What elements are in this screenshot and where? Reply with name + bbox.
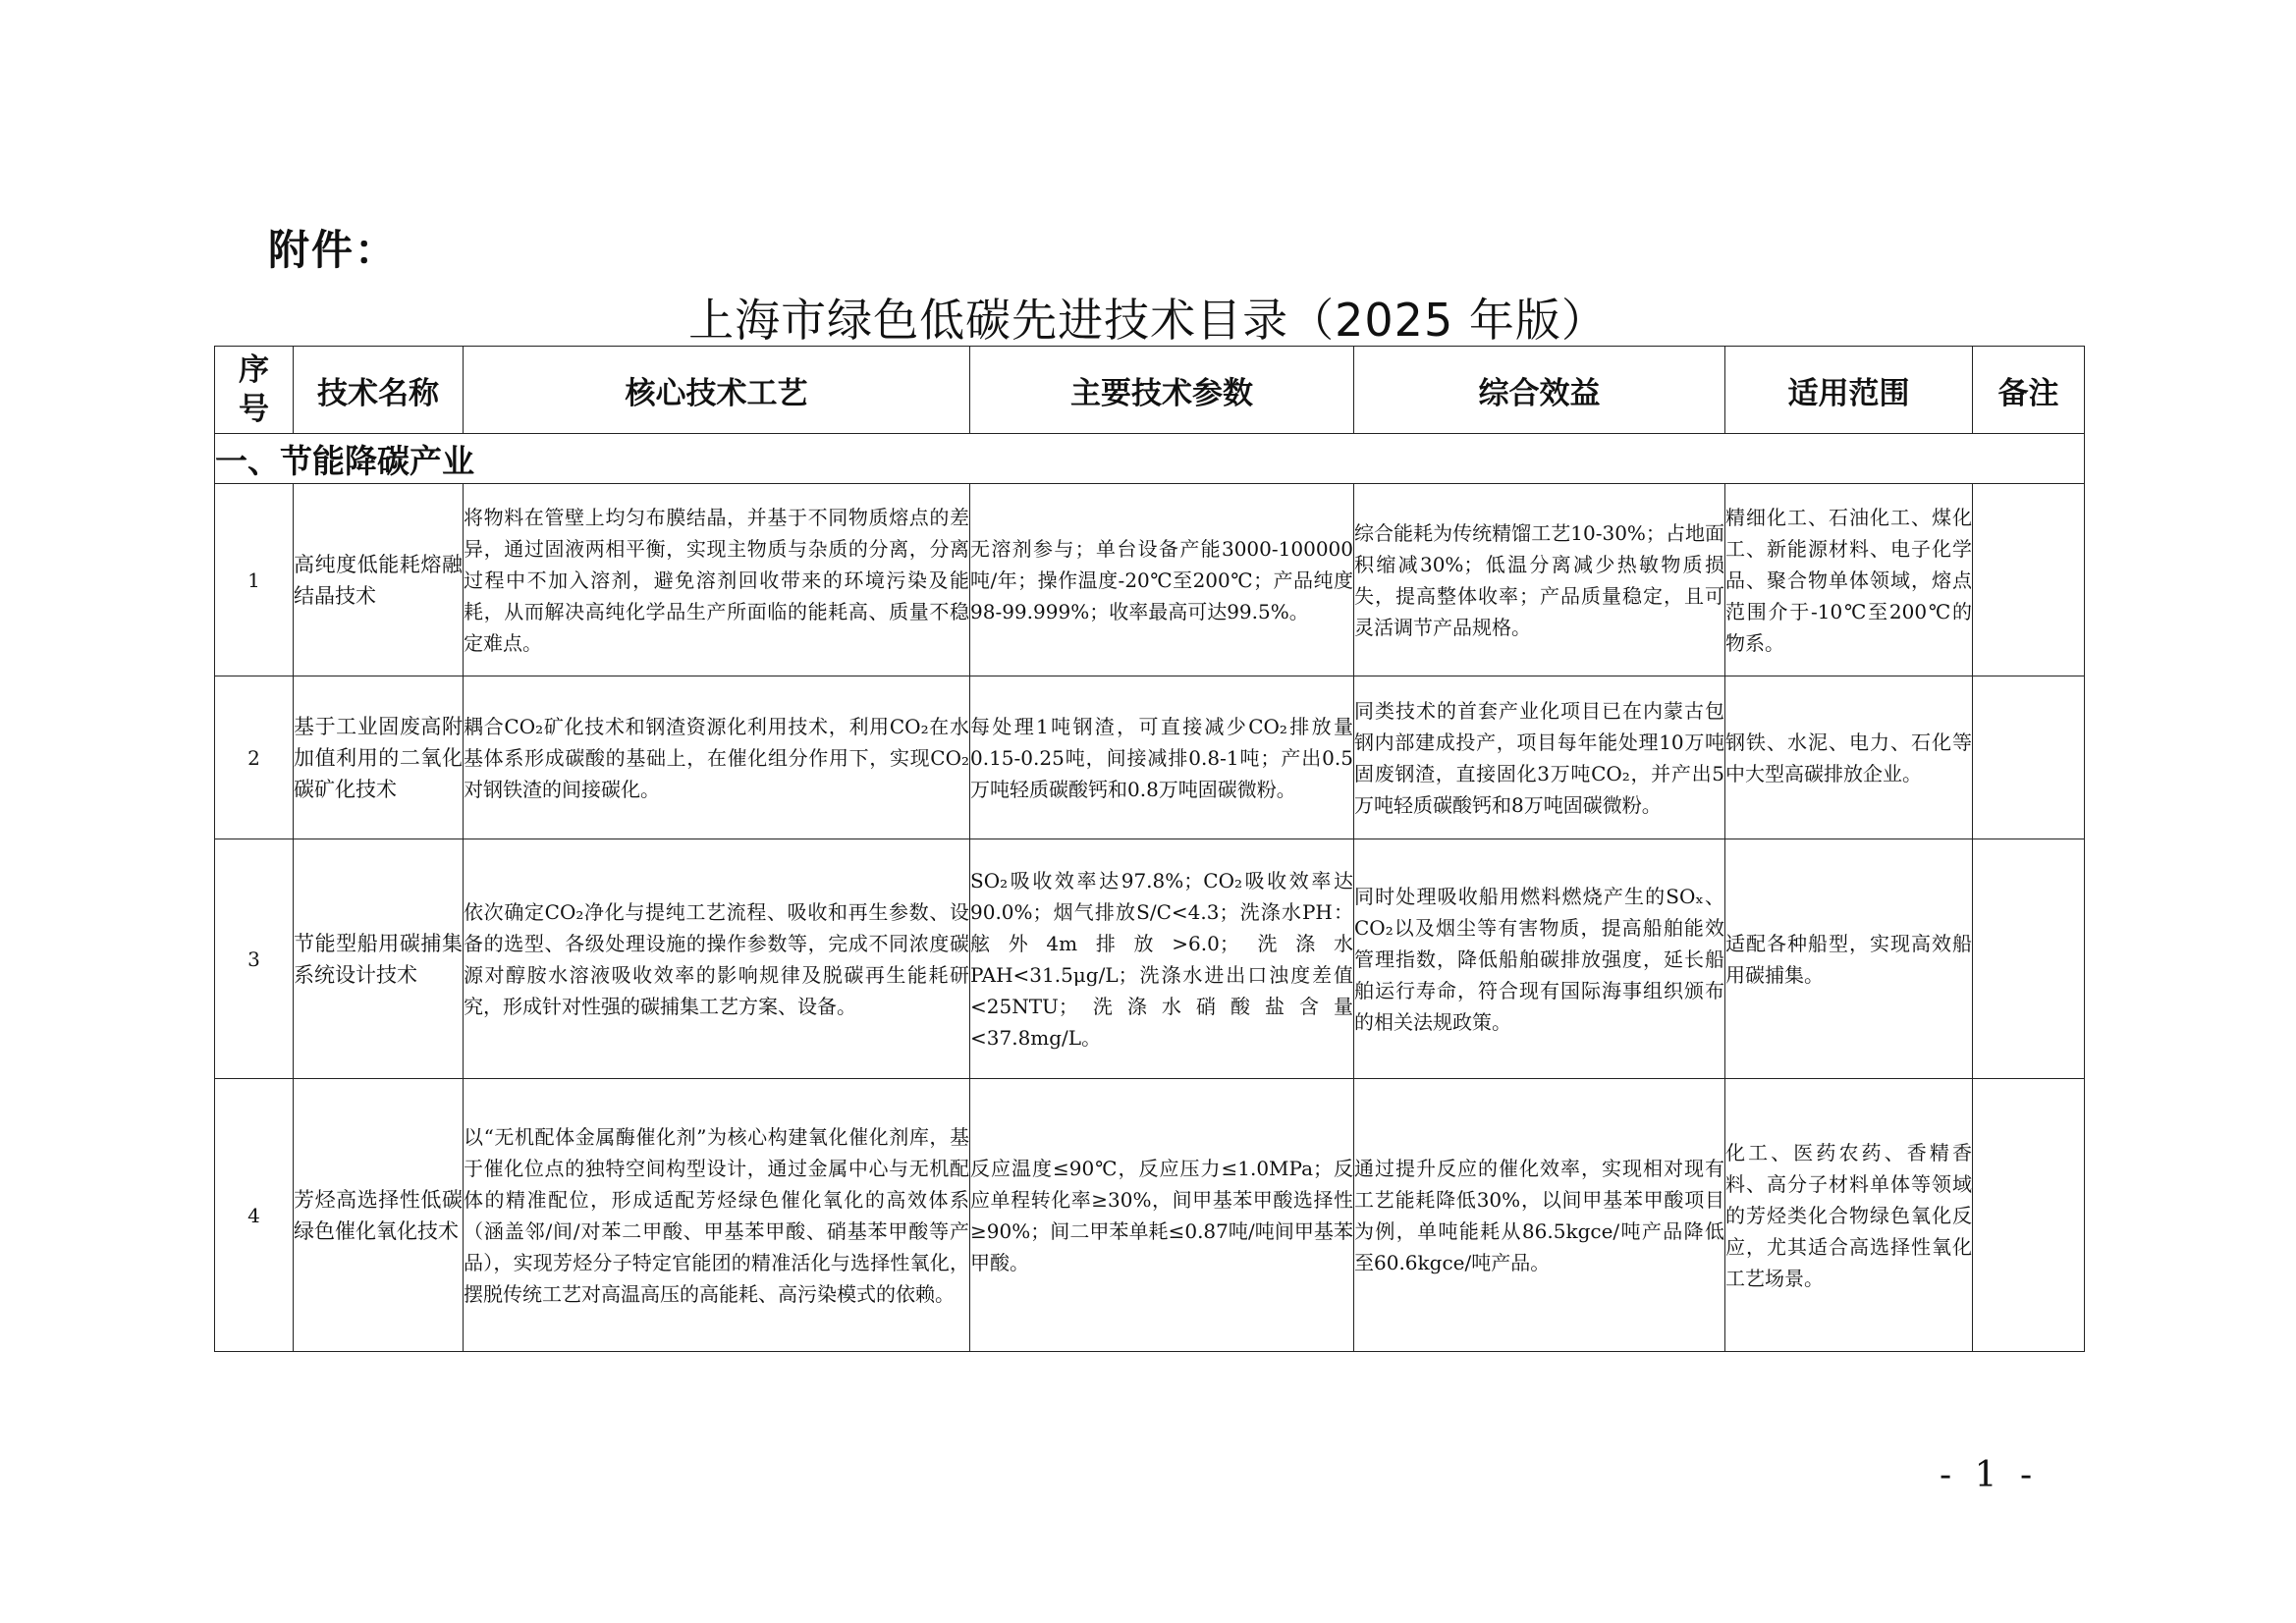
row-remarks [1973, 1079, 2085, 1352]
row-scope: 化工、医药农药、香精香料、高分子材料单体等领域的芳烃类化合物绿色氧化反应，尤其适合高选择性氧化工艺场景。 [1725, 1079, 1973, 1352]
header-remarks: 备注 [1973, 347, 2085, 434]
section-row [215, 434, 2085, 484]
technology-catalog-table [214, 346, 2085, 1352]
row-seq: 4 [215, 1079, 294, 1352]
row-scope: 适配各种船型，实现高效船用碳捕集。 [1725, 839, 1973, 1079]
table-row [215, 484, 2085, 676]
row-remarks [1973, 676, 2085, 839]
row-remarks [1973, 839, 2085, 1079]
row-main-params: 无溶剂参与；单台设备产能3000-100000吨/年；操作温度-20℃至200℃；产品纯度98-99.999%；收率最高可达99.5%。 [970, 484, 1354, 676]
row-scope: 钢铁、水泥、电力、石化等中大型高碳排放企业。 [1725, 676, 1973, 839]
row-core-process: 将物料在管壁上均匀布膜结晶，并基于不同物质熔点的差异，通过固液两相平衡，实现主物质与杂质的分离，分离过程中不加入溶剂，避免溶剂回收带来的环境污染及能耗，从而解决高纯化学品生产所面临的能耗高、质量不稳定难点。 [464, 484, 970, 676]
header-benefits: 综合效益 [1354, 347, 1725, 434]
row-benefits: 同时处理吸收船用燃料燃烧产生的SOₓ、CO₂以及烟尘等有害物质，提高船舶能效管理指数，降低船舶碳排放强度，延长船舶运行寿命，符合现有国际海事组织颁布的相关法规政策。 [1354, 839, 1725, 1079]
section-title: 一、节能降碳产业 [215, 434, 2085, 484]
row-core-process: 以“无机配体金属酶催化剂”为核心构建氧化催化剂库，基于催化位点的独特空间构型设计，通过金属中心与无机配体的精准配位，形成适配芳烃绿色催化氧化的高效体系（涵盖邻/间/对苯二甲酸、甲基苯甲酸、硝基苯甲酸等产品），实现芳烃分子特定官能团的精准活化与选择性氧化，摆脱传统工艺对高温高压的高能耗、高污染模式的依赖。 [464, 1079, 970, 1352]
row-core-process: 耦合CO₂矿化技术和钢渣资源化利用技术，利用CO₂在水基体系形成碳酸的基础上，在催化组分作用下，实现CO₂对钢铁渣的间接碳化。 [464, 676, 970, 839]
row-tech-name: 高纯度低能耗熔融结晶技术 [294, 484, 464, 676]
row-benefits: 综合能耗为传统精馏工艺10-30%；占地面积缩减30%；低温分离减少热敏物质损失，提高整体收率；产品质量稳定，且可灵活调节产品规格。 [1354, 484, 1725, 676]
attachment-label: 附件： [268, 226, 399, 274]
table-row [215, 839, 2085, 1079]
table-row [215, 1079, 2085, 1352]
header-tech-name: 技术名称 [294, 347, 464, 434]
row-seq: 3 [215, 839, 294, 1079]
document-title: 上海市绿色低碳先进技术目录（2025 年版） [688, 294, 1608, 347]
row-seq: 2 [215, 676, 294, 839]
row-main-params: SO₂吸收效率达97.8%；CO₂吸收效率达90.0%；烟气排放S/C<4.3；洗涤水PH：舷外4m排放>6.0；洗涤水PAH<31.5μg/L；洗涤水进出口浊度差值<25NTU；洗涤水硝酸盐含量<37.8mg/L。 [970, 839, 1354, 1079]
table-header-row [215, 347, 2085, 434]
row-tech-name: 节能型船用碳捕集系统设计技术 [294, 839, 464, 1079]
page-number: - 1 - [1940, 1455, 2039, 1495]
header-core-process: 核心技术工艺 [464, 347, 970, 434]
row-tech-name: 芳烃高选择性低碳绿色催化氧化技术 [294, 1079, 464, 1352]
header-scope: 适用范围 [1725, 347, 1973, 434]
row-main-params: 反应温度≤90℃，反应压力≤1.0MPa；反应单程转化率≥30%，间甲基苯甲酸选择性≥90%；间二甲苯单耗≤0.87吨/吨间甲基苯甲酸。 [970, 1079, 1354, 1352]
row-remarks [1973, 484, 2085, 676]
header-seq: 序号 [215, 347, 294, 434]
row-tech-name: 基于工业固废高附加值利用的二氧化碳矿化技术 [294, 676, 464, 839]
header-main-params: 主要技术参数 [970, 347, 1354, 434]
row-seq: 1 [215, 484, 294, 676]
row-benefits: 同类技术的首套产业化项目已在内蒙古包钢内部建成投产，项目每年能处理10万吨固废钢渣，直接固化3万吨CO₂，并产出5万吨轻质碳酸钙和8万吨固碳微粉。 [1354, 676, 1725, 839]
row-scope: 精细化工、石油化工、煤化工、新能源材料、电子化学品、聚合物单体领域，熔点范围介于-10℃至200℃的物系。 [1725, 484, 1973, 676]
table-row [215, 676, 2085, 839]
row-benefits: 通过提升反应的催化效率，实现相对现有工艺能耗降低30%，以间甲基苯甲酸项目为例，单吨能耗从86.5kgce/吨产品降低至60.6kgce/吨产品。 [1354, 1079, 1725, 1352]
row-core-process: 依次确定CO₂净化与提纯工艺流程、吸收和再生参数、设备的选型、各级处理设施的操作参数等，完成不同浓度碳源对醇胺水溶液吸收效率的影响规律及脱碳再生能耗研究，形成针对性强的碳捕集工艺方案、设备。 [464, 839, 970, 1079]
row-main-params: 每处理1吨钢渣，可直接减少CO₂排放量0.15-0.25吨，间接减排0.8-1吨；产出0.5万吨轻质碳酸钙和0.8万吨固碳微粉。 [970, 676, 1354, 839]
